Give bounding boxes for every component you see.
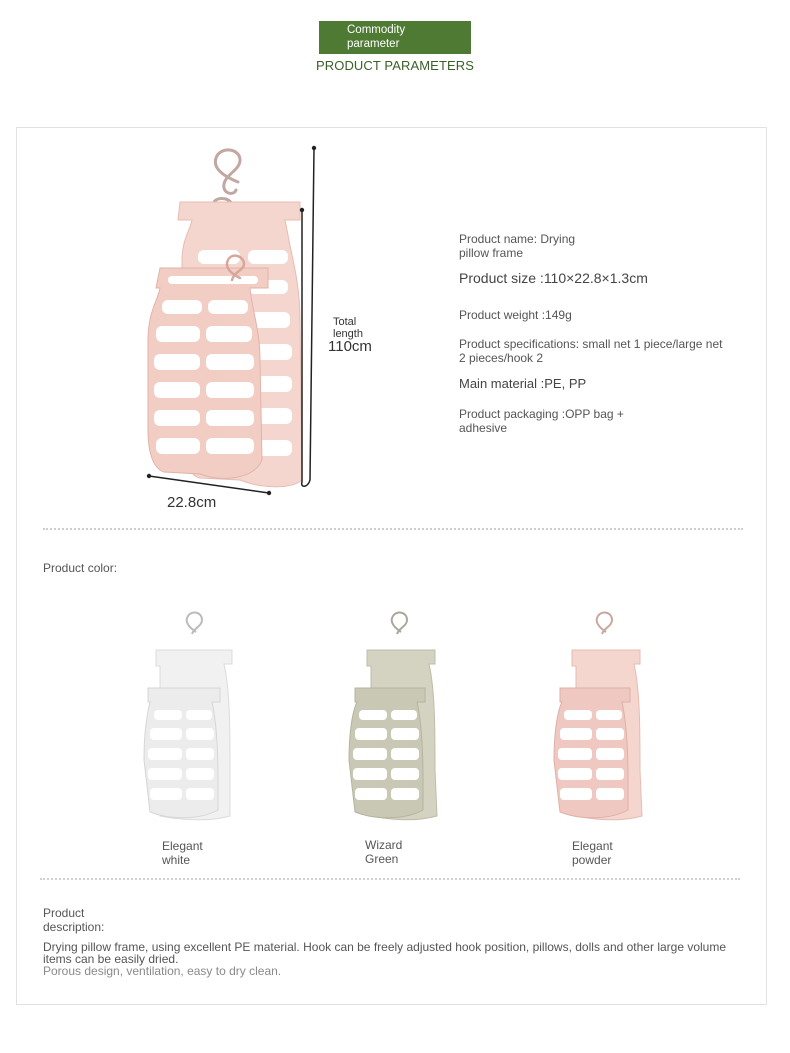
spec-packaging: Product packaging :OPP bag + adhesive — [459, 407, 624, 435]
spec-name: Product name: Drying pillow frame — [459, 232, 576, 260]
description-line-2: Porous design, ventilation, easy to dry clean. — [43, 964, 282, 978]
spec-size: Product size :110×22.8×1.3cm — [459, 270, 648, 286]
color-swatch-powder-image — [550, 610, 650, 820]
spec-specifications: Product specifications: small net 1 piece/large net 2 pieces/hook 2 — [459, 337, 723, 365]
color-label-green: Wizard Green — [365, 838, 403, 866]
badge-text: Commodity parameter — [347, 24, 406, 50]
section-subtitle: PRODUCT PARAMETERS — [315, 58, 475, 73]
total-length-value: 110cm — [328, 338, 372, 355]
color-label-powder: Elegant powder — [572, 839, 613, 867]
spec-weight: Product weight :149g — [459, 308, 572, 322]
spec-material: Main material :PE, PP — [459, 376, 587, 391]
color-heading: Product color: — [43, 561, 118, 575]
color-swatch-white-image — [140, 610, 240, 820]
divider — [40, 878, 740, 880]
color-label-white: Elegant white — [162, 839, 203, 867]
length-dimension-line — [296, 140, 336, 500]
product-panel — [16, 127, 767, 1005]
description-heading: Product description: — [43, 906, 105, 934]
description-line-1: Drying pillow frame, using excellent PE material. Hook can be freely adjusted hook position, pillows, dolls and other large volume items can be easily dried. — [43, 940, 727, 966]
width-value: 22.8cm — [167, 494, 217, 511]
divider — [43, 528, 743, 530]
section-badge — [319, 21, 471, 54]
main-product-image — [140, 140, 310, 500]
width-dimension-line — [145, 472, 275, 492]
total-length-label: Total length — [333, 316, 363, 340]
color-swatch-green-image — [345, 610, 445, 820]
